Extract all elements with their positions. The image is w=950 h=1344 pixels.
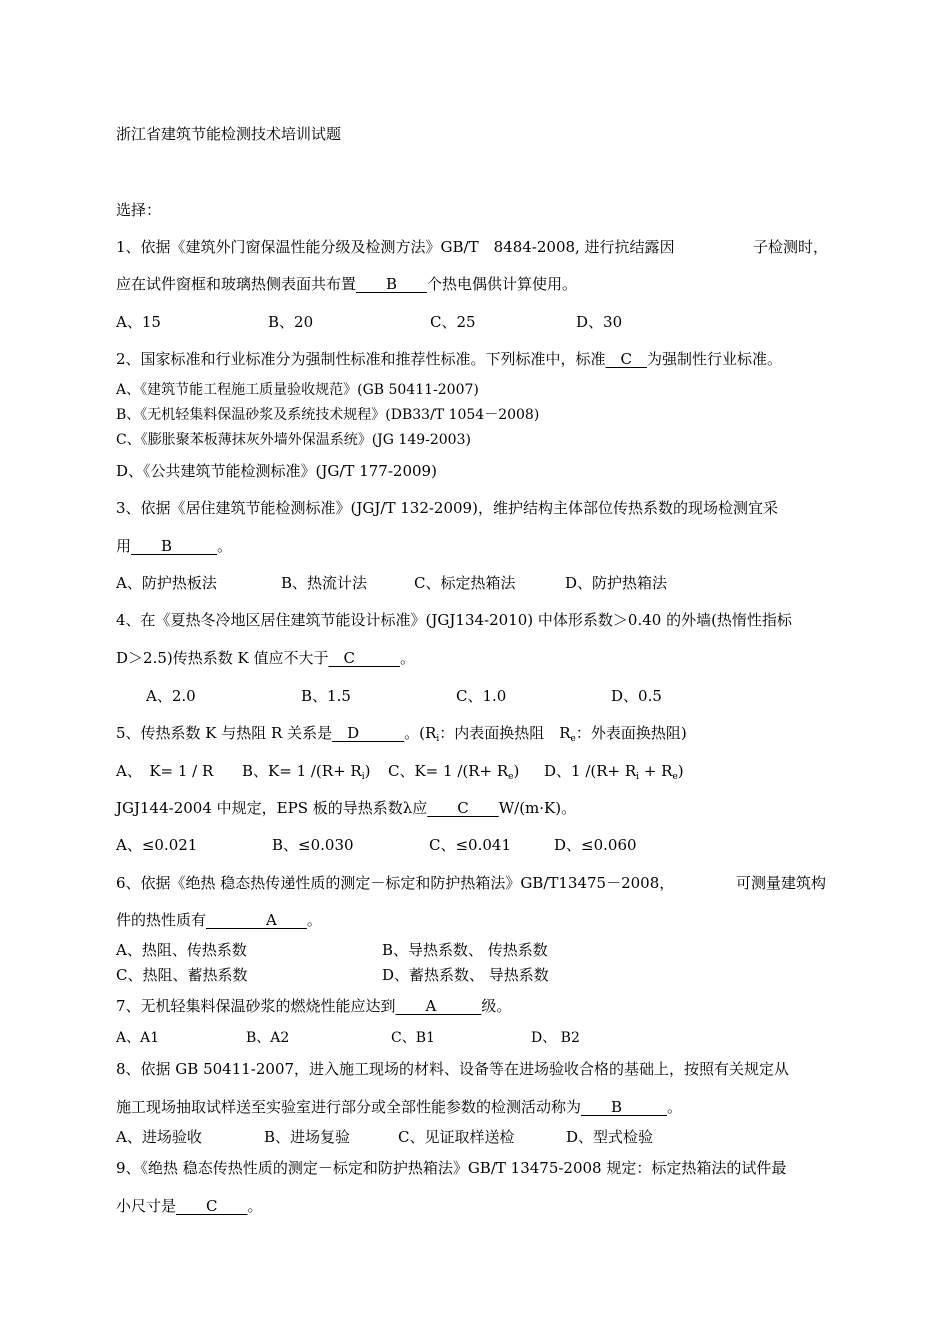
answer-blank: C xyxy=(328,649,400,667)
question-4-line-2: D＞2.5)传热系数 K 值应不大于 C 。 xyxy=(116,649,415,667)
answer-blank: D xyxy=(332,724,405,742)
option-d: D、0.5 xyxy=(611,687,662,705)
answer-blank: B xyxy=(131,537,218,555)
question-1-line-2: 应在试件窗框和玻璃热侧表面共布置 B 个热电偶供计算使用。 xyxy=(116,275,578,293)
option-c: C、见证取样送检 xyxy=(398,1128,515,1146)
question-8-line-1: 8、依据 GB 50411-2007，进入施工现场的材料、设备等在进场验收合格的基础上，按照有关规定从 xyxy=(116,1060,790,1078)
option-d: D、防护热箱法 xyxy=(565,574,668,592)
question-5-stem: 5、传热系数 K 与热阻 R 关系是 D 。($R_i$：内表面换热阻 $R_e$：外表面换热阻) xyxy=(116,724,687,744)
option-b: B、进场复验 xyxy=(264,1128,351,1146)
answer-blank: B xyxy=(356,275,428,293)
option-c: C、K= 1 $/(R+ R_e)$ xyxy=(388,762,520,782)
option-d: D、蓄热系数、 导热系数 xyxy=(382,966,549,984)
question-3-line-2: 用 B 。 xyxy=(116,537,233,555)
option-c: C、B1 xyxy=(391,1030,435,1046)
option-d: D、≤0.060 xyxy=(554,836,637,854)
option-d: D、 B2 xyxy=(531,1030,580,1046)
option-d: D、1 $/(R+ R_i + R_e)$ xyxy=(544,762,684,782)
question-2-option-b: B、《无机轻集料保温砂浆及系统技术规程》(DB33/T 1054－2008) xyxy=(116,407,540,423)
answer-blank: C xyxy=(605,350,648,368)
option-a: A、15 xyxy=(116,313,161,331)
option-c: C、标定热箱法 xyxy=(414,574,516,592)
question-7-stem: 7、无机轻集料保温砂浆的燃烧性能应达到 A 级。 xyxy=(116,997,512,1015)
option-b: B、20 xyxy=(268,313,314,331)
option-b: B、K= 1 $/(R+ R_i)$ xyxy=(242,762,371,782)
question-6-line-1: 6、依据《绝热 稳态热传递性质的测定－标定和防护热箱法》GB/T13475－2008， 可测量建筑构 xyxy=(116,874,827,892)
option-b: B、1.5 xyxy=(301,687,351,705)
question-5b-stem: JGJ144-2004 中规定，EPS 板的导热系数λ应 C W/(m·K)。 xyxy=(116,799,577,817)
option-d: D、型式检验 xyxy=(566,1128,654,1146)
option-b: B、热流计法 xyxy=(281,574,368,592)
answer-blank: A xyxy=(206,911,307,929)
question-2-stem: 2、国家标准和行业标准分为强制性标准和推荐性标准。下列标准中，标准 C 为强制性行业标准。 xyxy=(116,350,783,368)
option-c: C、热阻、蓄热系数 xyxy=(116,966,248,984)
option-d: D、30 xyxy=(576,313,623,331)
answer-blank: C xyxy=(176,1197,248,1215)
page-title: 浙江省建筑节能检测技术培训试题 xyxy=(116,125,342,143)
option-a: A、2.0 xyxy=(146,687,196,705)
option-a: A、热阻、传热系数 xyxy=(116,941,247,959)
option-a: A、A1 xyxy=(116,1030,160,1046)
option-a: A、进场验收 xyxy=(116,1128,202,1146)
question-2-option-a: A、《建筑节能工程施工质量验收规范》(GB 50411-2007) xyxy=(116,382,479,398)
question-4-line-1: 4、在《夏热冬冷地区居住建筑节能设计标准》(JGJ134-2010) 中体形系数＞0.40 的外墙(热惰性指标 xyxy=(116,611,792,629)
answer-blank: B xyxy=(581,1098,668,1116)
option-b: B、导热系数、 传热系数 xyxy=(382,941,548,959)
option-c: C、≤0.041 xyxy=(429,836,511,854)
option-b: B、A2 xyxy=(246,1030,290,1046)
option-c: C、25 xyxy=(430,313,476,331)
answer-blank: C xyxy=(427,799,499,817)
option-a: A、 K= 1 / R xyxy=(116,762,214,780)
option-c: C、1.0 xyxy=(456,687,507,705)
section-heading: 选择： xyxy=(116,201,162,219)
question-2-option-c: C、《膨胀聚苯板薄抹灰外墙外保温系统》(JG 149-2003) xyxy=(116,432,471,448)
question-6-line-2: 件的热性质有 A 。 xyxy=(116,911,322,929)
option-a: A、≤0.021 xyxy=(116,836,198,854)
option-b: B、≤0.030 xyxy=(272,836,354,854)
question-8-line-2: 施工现场抽取试样送至实验室进行部分或全部性能参数的检测活动称为 B 。 xyxy=(116,1098,683,1116)
question-9-line-1: 9、《绝热 稳态传热性质的测定－标定和防护热箱法》GB/T 13475-2008 规定：标定热箱法的试件最 xyxy=(116,1159,787,1177)
answer-blank: A xyxy=(395,997,482,1015)
question-1-line-1: 1、依据《建筑外门窗保温性能分级及检测方法》GB/T 8484-2008, 进行抗结露因 子检测时， xyxy=(116,238,829,256)
question-2-option-d: D、《公共建筑节能检测标准》(JG/T 177-2009) xyxy=(116,462,437,480)
question-9-line-2: 小尺寸是 C 。 xyxy=(116,1197,263,1215)
option-a: A、防护热板法 xyxy=(116,574,217,592)
question-3-line-1: 3、依据《居住建筑节能检测标准》(JGJ/T 132-2009)，维护结构主体部位传热系数的现场检测宜采 xyxy=(116,499,778,517)
